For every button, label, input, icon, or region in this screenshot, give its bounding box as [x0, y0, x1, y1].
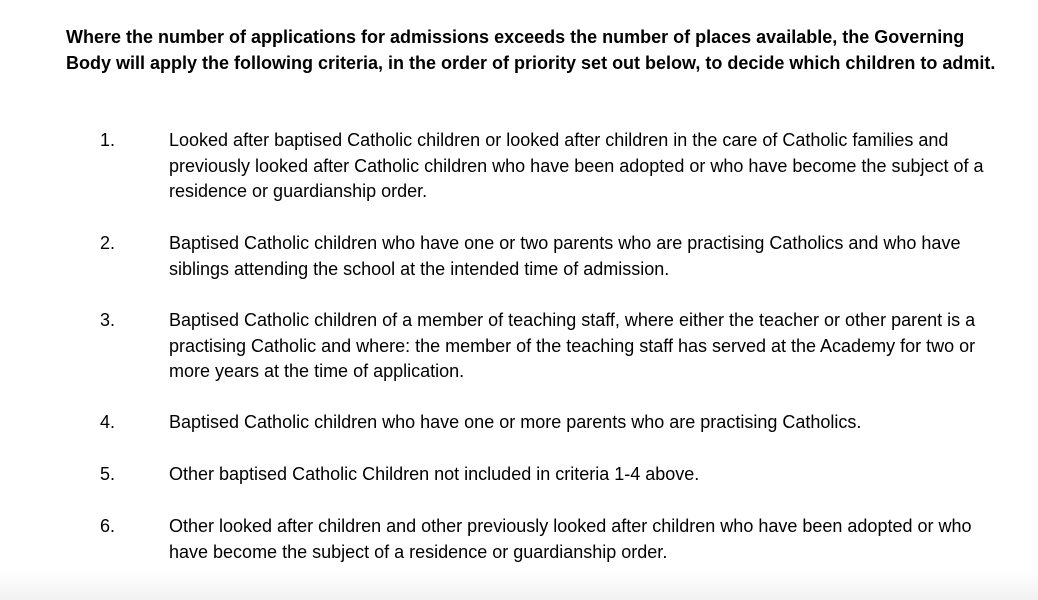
criterion-number: 6. — [100, 516, 116, 536]
criterion-text: Other looked after children and other previously looked after children who have been adopted or who have become the subject of a residence or guardianship order. — [169, 516, 972, 562]
criterion-text: Looked after baptised Catholic children or looked after children in the care of Catholic families and previously looked after Catholic children who have been adopted or who have become the subject of a residence or guardianship order. — [169, 130, 984, 201]
intro-paragraph: Where the number of applications for admissions exceeds the number of places available, the Governing Body will apply the following criteria, in the order of priority set out below, to decide which children to admit. — [66, 27, 996, 73]
criterion-text: Baptised Catholic children who have one or more parents who are practising Catholics. — [169, 412, 862, 432]
criterion-text: Baptised Catholic children who have one or two parents who are practising Catholics and who have siblings attending the school at the intended time of admission. — [169, 233, 961, 279]
criterion-text: Other baptised Catholic Children not included in criteria 1-4 above. — [169, 464, 700, 484]
criterion-number: 3. — [100, 310, 116, 330]
criterion-number: 1. — [100, 130, 116, 150]
criterion-number: 5. — [100, 464, 116, 484]
criterion-number: 4. — [100, 412, 116, 432]
page-bottom-shadow — [0, 572, 1038, 600]
criterion-number: 2. — [100, 233, 116, 253]
criterion-text: Baptised Catholic children of a member of teaching staff, where either the teacher or other parent is a practising Catholic and where: the member of the teaching staff has served at the Academy for two or more years at the time of application. — [169, 310, 976, 381]
